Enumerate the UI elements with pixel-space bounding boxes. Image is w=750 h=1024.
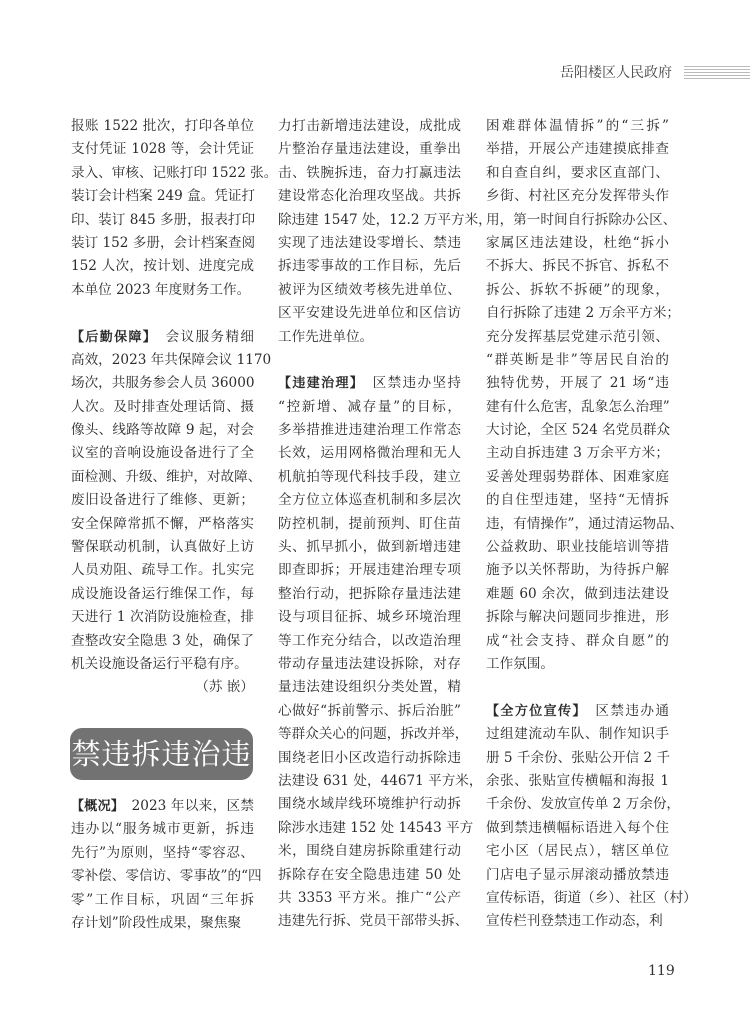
text-line: [278, 723, 469, 746]
line-text: 实现了违法建设零增长、禁违: [278, 234, 461, 251]
line-text: 设与项目征拆、城乡环境治理: [278, 609, 461, 626]
line-text: 建设常态化治理攻坚战。共拆: [278, 188, 461, 205]
text-line: [486, 489, 669, 512]
column-2: [278, 115, 492, 957]
line-text: 零补偿、零信访、零事故”的“四: [71, 868, 262, 885]
line-text: 人次。及时排查处理话筒、摄: [71, 398, 254, 415]
line-text: 法建设 631 处，44671 平方米，: [278, 772, 483, 789]
text-line: [486, 887, 697, 910]
text-line: [71, 372, 254, 395]
line-text: 场次，共服务参会人员 36000: [71, 375, 255, 392]
column-1-lower: [71, 795, 262, 959]
line-text: 天进行 1 次消防设施检查，排: [71, 609, 254, 626]
line-text: 大讨论，全区 524 名党员群众: [486, 422, 671, 439]
line-text: 建有什么危害，乱象怎么治理”: [486, 398, 670, 415]
line-text: 违，有情操作”，通过清运物品、: [486, 515, 684, 532]
text-line: [278, 279, 461, 302]
line-text: 高效，2023 年共保障会议 1170: [71, 351, 272, 368]
text-line: [71, 466, 262, 489]
text-line: [71, 795, 254, 818]
text-line: [486, 138, 669, 161]
paragraph: [278, 372, 483, 933]
line-text: 施予以关怀帮助，为待拆户解: [486, 562, 669, 579]
section-title: 禁违拆违治违: [70, 728, 253, 780]
line-text: 像头、线路等故障 9 起，对会: [71, 422, 254, 439]
line-text: 废旧设备进行了维修、更新；: [71, 492, 254, 509]
paragraph-heading: 【后勤保障】: [71, 329, 151, 345]
line-text: 自行拆除了违建 2 万余平方米；: [486, 305, 681, 322]
line-text: 多举措推进违建治理工作常态: [278, 422, 461, 439]
line-text: 152 人次，按计划、进度完成: [71, 258, 254, 275]
text-line: [486, 910, 669, 933]
line-text: 击、铁腕拆违，奋力打赢违法: [278, 164, 461, 181]
text-line: [486, 606, 669, 629]
text-line: [71, 349, 272, 372]
text-line: [278, 536, 461, 559]
line-text: 米，围绕自建房拆除重建行动: [278, 843, 461, 860]
line-text: 机关设施设备运行平稳有序。: [71, 655, 248, 672]
line-text: 本单位 2023 年度财务工作。: [71, 281, 251, 298]
line-text: 门店电子显示屏滚动播放禁违: [486, 866, 669, 883]
author-signature: （苏 嵌）: [195, 679, 254, 696]
line-text: 人员劝阻、疏导工作。扎实完: [71, 562, 254, 579]
text-line: [486, 700, 669, 723]
line-text: 装订 152 多册，会计档案查阅: [71, 234, 256, 251]
text-line: [486, 115, 669, 138]
text-line: [71, 630, 254, 653]
line-text: 公益救助、职业技能培训等措: [486, 539, 669, 556]
header-stripes-decoration: [684, 66, 750, 80]
text-line: [278, 255, 461, 278]
text-line: [278, 559, 461, 582]
text-line: [71, 162, 278, 185]
text-line: [71, 396, 254, 419]
text-line: [71, 326, 254, 349]
line-text: 除违建 1547 处，12.2 万平方米，: [278, 211, 492, 228]
text-line: [486, 536, 669, 559]
text-line: [278, 770, 483, 793]
line-text: 用，第一时间自行拆除办公区、: [486, 211, 677, 228]
line-text: 零”工作目标，巩固“三年拆: [71, 891, 254, 908]
text-line: [278, 583, 461, 606]
paragraph-heading: 【概况】: [71, 799, 118, 814]
text-line: [486, 793, 681, 816]
line-text: 被评为区绩效考核先进单位、: [278, 281, 461, 298]
line-text: 围绕水域岸线环境维护行动拆: [278, 796, 461, 813]
line-text: 整治行动，把拆除存量违法建: [278, 585, 461, 602]
text-line: [486, 255, 669, 278]
line-text: 过组建流动车队、制作知识手: [486, 726, 669, 743]
line-text: 区平安建设先进单位和区信访: [278, 305, 461, 322]
line-text: 议室的音响设施设备进行了全: [71, 445, 254, 462]
text-line: [486, 864, 669, 887]
text-line: [278, 676, 461, 699]
line-text: 乡街、村社区充分发挥带头作: [486, 188, 669, 205]
paragraph: [486, 700, 697, 934]
text-line: [71, 889, 254, 912]
text-line: [278, 372, 461, 395]
line-text: 心做好“拆前警示、拆后治脏”: [278, 702, 461, 719]
line-text: 充分发挥基层党建示范引领、: [486, 328, 669, 345]
line-text: 即查即拆；开展违建治理专项: [278, 562, 461, 579]
text-line: [278, 185, 461, 208]
text-line: [71, 255, 254, 278]
text-line: [278, 396, 461, 419]
paragraph: [71, 115, 278, 302]
text-line: [278, 138, 461, 161]
text-line: [486, 583, 669, 606]
text-line: [486, 209, 677, 232]
text-line: [71, 442, 254, 465]
line-text: 宅小区（居民点），辖区单位: [486, 843, 669, 860]
text-line: [278, 630, 461, 653]
page-number: 119: [648, 963, 675, 979]
text-line: [71, 842, 254, 865]
line-text: 共 3353 平方米。推广“公产: [278, 889, 461, 906]
text-line: [486, 302, 681, 325]
line-text: 会议服务精细: [150, 328, 254, 345]
paragraph: [486, 115, 684, 676]
line-text: 拆除存在安全隐患违建 50 处: [278, 866, 461, 883]
text-line: [486, 466, 669, 489]
line-text: 查整改安全隐患 3 处，确保了: [71, 632, 254, 649]
text-line: [278, 606, 461, 629]
line-text: 做到禁违横幅标语进入每个住: [486, 819, 669, 836]
line-text: 举措，开展公产违建摸底排查: [486, 141, 669, 158]
text-line: [278, 326, 461, 349]
line-text: 机航拍等现代科技手段，建立: [278, 468, 461, 485]
text-line: [278, 489, 461, 512]
line-text: “群英断是非”等居民自治的: [486, 351, 669, 368]
text-line: [278, 887, 461, 910]
line-text: 装订会计档案 249 盒。凭证打: [71, 188, 256, 205]
text-line: [486, 630, 669, 653]
text-line: [278, 864, 461, 887]
line-text: 头、抓早抓小，做到新增违建: [278, 539, 461, 556]
text-line: [486, 442, 669, 465]
paragraph-heading: 【全方位宣传】: [486, 703, 581, 719]
line-text: 独特优势，开展了 21 场“违: [486, 375, 669, 392]
line-text: 带动存量违法建设拆除，对存: [278, 655, 461, 672]
text-line: [71, 912, 254, 935]
text-line: [278, 653, 461, 676]
line-text: 家属区违法建设，杜绝“拆小: [486, 234, 669, 251]
line-text: 区禁违办通: [580, 702, 669, 719]
text-line: [278, 840, 461, 863]
line-text: 册 5 千余份、张贴公开信 2 千: [486, 749, 671, 766]
text-line: [486, 162, 669, 185]
text-line: [278, 747, 461, 770]
text-line: [71, 513, 254, 536]
text-line: [486, 723, 669, 746]
text-line: [486, 653, 669, 676]
line-text: 存计划”阶段性成果，聚焦聚: [71, 914, 242, 931]
line-text: 量违法建设组织分类处置，精: [278, 679, 461, 696]
line-text: 除涉水违建 152 处 14543 平方: [278, 819, 474, 836]
line-text: 不拆大、拆民不拆官、拆私不: [486, 258, 669, 275]
text-line: [278, 302, 461, 325]
line-text: 的自住型违建，坚持“无情拆: [486, 492, 669, 509]
line-text: 困难群体温情拆”的“三拆”: [486, 118, 669, 134]
line-text: 先行”为原则，坚持“零容忍、: [71, 844, 254, 861]
line-text: 区禁违办坚持: [357, 375, 461, 392]
text-line: [71, 583, 254, 606]
text-line: [278, 513, 461, 536]
line-text: 拆除与解决问题同步推进，形: [486, 609, 669, 626]
column-3: [486, 115, 697, 957]
text-line: [71, 279, 254, 302]
line-text: 拆违零事故的工作目标，先后: [278, 258, 461, 275]
text-line: [278, 232, 461, 255]
line-text: 千余份、发放宣传单 2 万余份，: [486, 796, 681, 813]
text-line: [71, 818, 254, 841]
text-line: [486, 513, 684, 536]
text-line: [486, 349, 669, 372]
line-text: 违建先行拆、党员干部带头拆、: [278, 913, 469, 930]
line-text: 长效，运用网格微治理和无人: [278, 445, 461, 462]
line-text: 力打击新增违法建设，成批成: [278, 118, 461, 134]
line-text: 工作氛围。: [486, 655, 554, 672]
text-line: [278, 209, 492, 232]
text-line: [71, 653, 254, 676]
line-text: 2023 年以来，区禁: [117, 798, 254, 814]
line-text: 宣传栏刊登禁违工作动态，利: [486, 913, 663, 930]
text-line: [486, 770, 669, 793]
column-1: [71, 115, 278, 723]
line-text: 安全保障常抓不懈，严格落实: [71, 515, 254, 532]
line-text: 等群众关心的问题，拆改并举，: [278, 726, 469, 743]
line-text: 支付凭证 1028 等，会计凭证: [71, 141, 254, 158]
paragraph-heading: 【违建治理】: [278, 376, 358, 392]
text-line: [278, 442, 461, 465]
paragraph: [71, 326, 272, 700]
line-text: 录入、审核、记账打印 1522 张。: [71, 164, 278, 181]
text-line: [71, 489, 254, 512]
line-text: 余张、张贴宣传横幅和海报 1: [486, 772, 669, 789]
running-header-title: 岳阳楼区人民政府: [560, 65, 672, 81]
text-line: [278, 910, 469, 933]
text-line: [278, 115, 461, 138]
line-text: 成“社会支持、群众自愿”的: [486, 632, 669, 649]
line-text: 违办以“服务城市更新，拆违: [71, 821, 254, 838]
line-text: 片整治存量违法建设，重拳出: [278, 141, 461, 158]
line-text: 围绕老旧小区改造行动拆除违: [278, 749, 461, 766]
line-text: 成设施设备运行维保工作，每: [71, 585, 254, 602]
line-text: 报账 1522 批次，打印各单位: [71, 118, 254, 134]
line-text: 防控机制，提前预判、盯住苗: [278, 515, 461, 532]
text-line: [486, 372, 669, 395]
line-text: 等工作充分结合，以改造治理: [278, 632, 461, 649]
text-line: [486, 232, 669, 255]
text-line: [71, 419, 254, 442]
text-line: [278, 419, 461, 442]
text-line: [278, 700, 461, 723]
line-text: “控新增、减存量”的目标，: [278, 398, 461, 415]
text-line: [486, 396, 669, 419]
line-text: 和自查自纠，要求区直部门、: [486, 164, 669, 181]
line-text: 妥善处理弱势群体、困难家庭: [486, 468, 669, 485]
text-line: [71, 232, 254, 255]
text-line: [486, 559, 669, 582]
text-line: [71, 536, 254, 559]
text-line: [486, 326, 669, 349]
text-line: [71, 865, 262, 888]
line-text: 难题 60 余次，做到违法建设: [486, 585, 669, 602]
paragraph: [278, 115, 492, 349]
line-text: 主动自拆违建 3 万余平方米；: [486, 445, 669, 462]
text-line: [486, 817, 669, 840]
paragraph: [71, 795, 262, 935]
text-line: [71, 559, 254, 582]
line-text: 面检测、升级、维护，对故障、: [71, 468, 262, 485]
text-line: [486, 185, 669, 208]
text-line: [71, 185, 254, 208]
text-line: [486, 279, 669, 302]
text-line: [71, 115, 254, 138]
line-text: 工作先进单位。: [278, 328, 374, 345]
text-line: [278, 793, 461, 816]
line-text: 拆公、拆软不拆硬”的现象，: [486, 281, 669, 298]
line-text: 宣传标语，街道（乡）、社区（村）: [486, 889, 697, 906]
line-text: 全方位立体巡查机制和多层次: [278, 492, 461, 509]
text-line: [71, 138, 254, 161]
line-text: 警保联动机制，认真做好上访: [71, 539, 254, 556]
text-line: [278, 162, 461, 185]
text-line: [71, 606, 254, 629]
text-line: [486, 840, 669, 863]
text-line: [278, 817, 474, 840]
text-line: [278, 466, 461, 489]
text-line: [486, 747, 669, 770]
text-line: [486, 419, 669, 442]
text-line: [71, 209, 254, 232]
line-text: 印、装订 845 多册，报表打印: [71, 211, 256, 228]
